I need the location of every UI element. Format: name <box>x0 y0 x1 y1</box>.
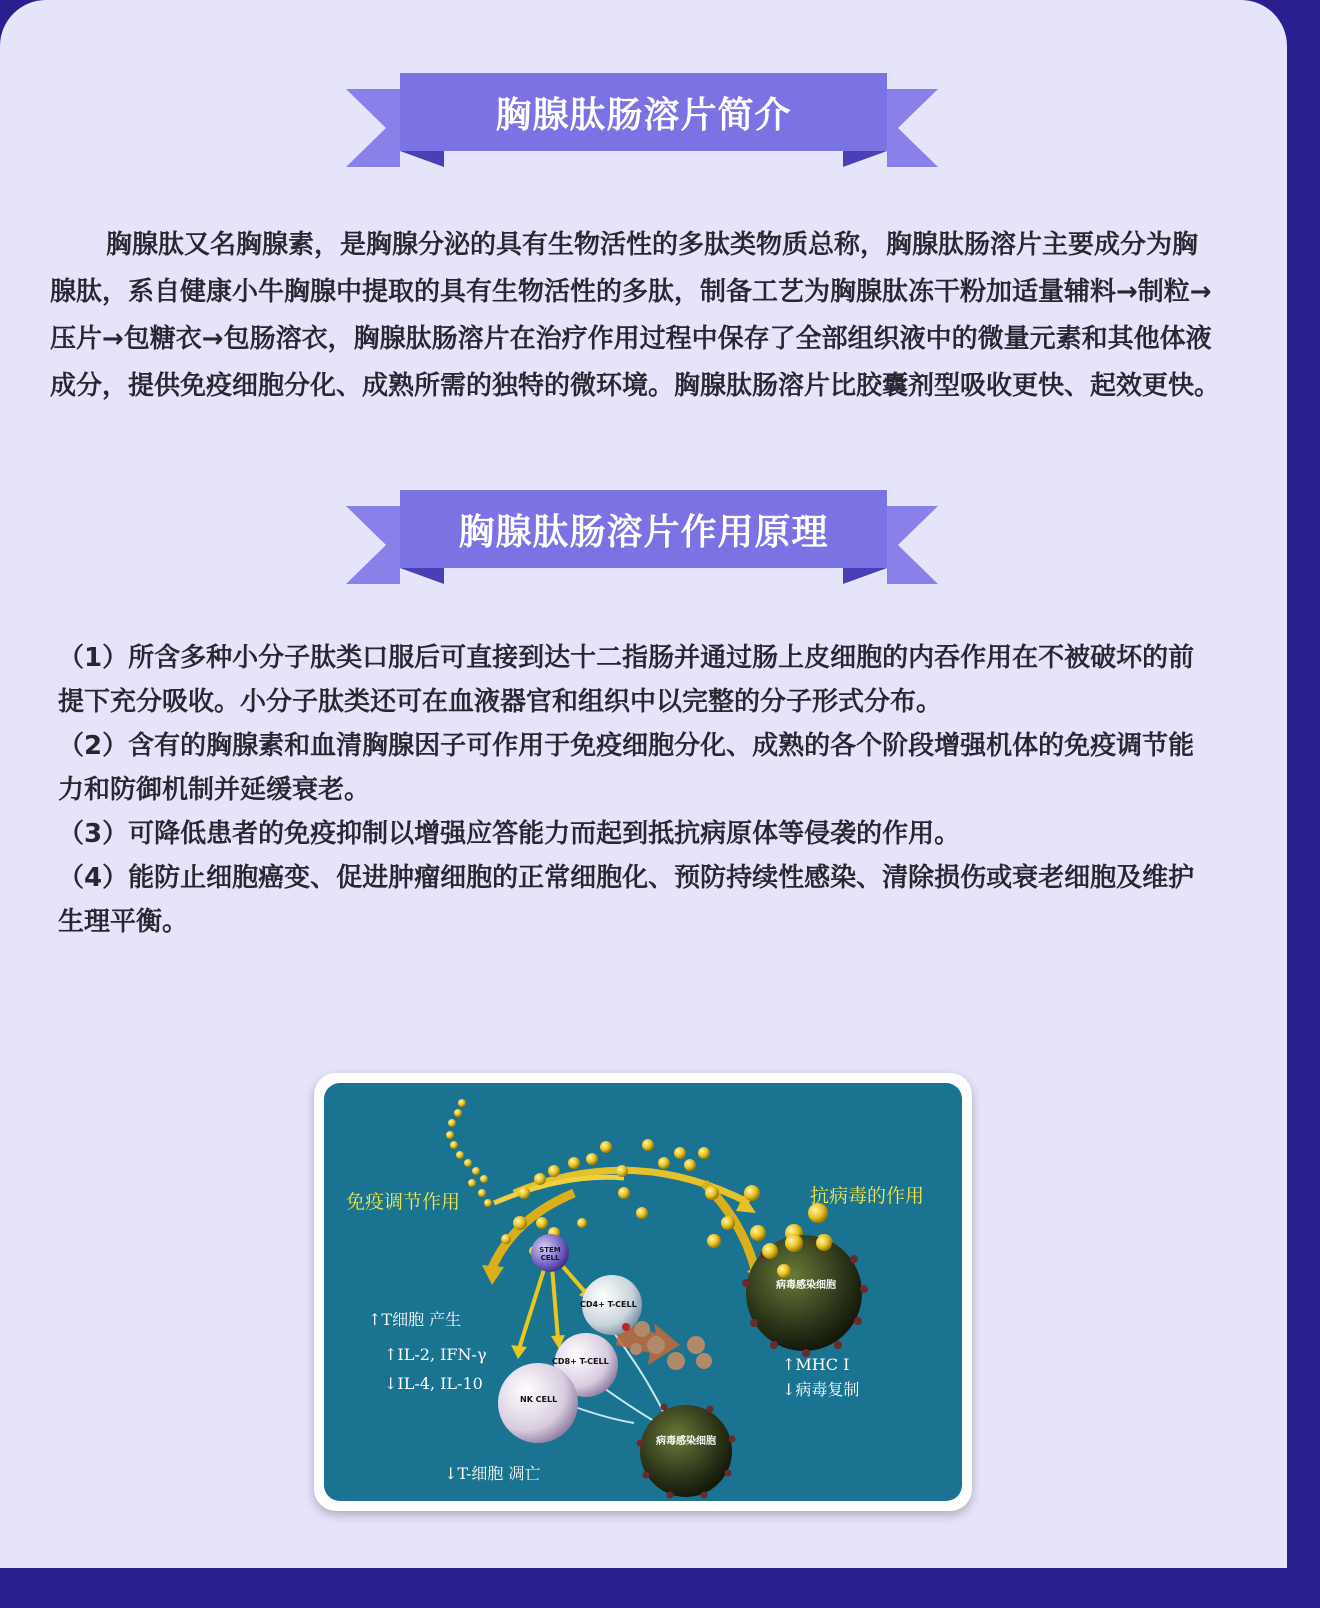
section-title: 胸腺肽肠溶片简介 <box>495 94 792 136</box>
label-antiviral: 抗病毒的作用 <box>810 1185 925 1207</box>
label-il-down: ↓IL-4, IL-10 <box>384 1374 483 1393</box>
label-infected-cell-bottom: 病毒感染细胞 <box>656 1436 716 1447</box>
principle-item: （2）含有的胸腺素和血清胸腺因子可作用于免疫细胞分化、成熟的各个阶段增强机体的免疫调节能力和防御机制并延缓衰老。 <box>58 731 1195 805</box>
label-t-cell-production: ↑T细胞 产生 <box>368 1310 462 1329</box>
section-ribbon-principle <box>346 490 938 586</box>
infected-cell-right <box>742 1234 868 1357</box>
mechanism-figure-frame <box>314 1073 972 1511</box>
principle-item: （3）可降低患者的免疫抑制以增强应答能力而起到抵抗病原体等侵袭的作用。 <box>58 819 961 849</box>
section-ribbon-intro <box>346 73 938 169</box>
label-il-up: ↑IL-2, IFN-γ <box>384 1345 487 1364</box>
label-stem-cell: STEM CELL <box>539 1246 561 1262</box>
label-infected-cell-right: 病毒感染细胞 <box>776 1280 836 1291</box>
mechanism-illustration <box>324 1083 962 1501</box>
intro-paragraph: 胸腺肽又名胸腺素，是胸腺分泌的具有生物活性的多肽类物质总称，胸腺肽肠溶片主要成分为胸腺肽，系自健康小牛胸腺中提取的具有生物活性的多肽，制备工艺为胸腺肽冻干粉加适量辅料→制粒→压片→包糖衣→包肠溶衣，胸腺肽肠溶片在治疗作用过程中保存了全部组织液中的微量元素和其他体液成分，提供免疫细胞分化、成熟所需的独特的微环境。胸腺肽肠溶片比胶囊剂型吸收更快、起效更快。 <box>50 230 1221 401</box>
label-mhc: ↑MHC I <box>782 1355 850 1374</box>
principle-item: （4）能防止细胞癌变、促进肿瘤细胞的正常细胞化、预防持续性感染、清除损伤或衰老细胞及维护生理平衡。 <box>58 863 1195 937</box>
label-nk: NK CELL <box>520 1395 558 1404</box>
label-cd4: CD4+ T-CELL <box>580 1300 637 1309</box>
label-cd8: CD8+ T-CELL <box>552 1357 609 1366</box>
mechanism-figure <box>324 1083 962 1501</box>
label-t-cell-apoptosis: ↓T-细胞 凋亡 <box>444 1464 541 1483</box>
label-immune-regulation: 免疫调节作用 <box>346 1191 461 1213</box>
section-title: 胸腺肽肠溶片作用原理 <box>458 511 829 553</box>
principle-item: （1）所含多种小分子肽类口服后可直接到达十二指肠并通过肠上皮细胞的内吞作用在不被破坏的前提下充分吸收。小分子肽类还可在血液器官和组织中以完整的分子形式分布。 <box>58 643 1195 717</box>
principle-list <box>58 636 1220 944</box>
label-virus-replication: ↓病毒复制 <box>782 1380 860 1399</box>
infected-cell-bottom <box>637 1404 736 1499</box>
